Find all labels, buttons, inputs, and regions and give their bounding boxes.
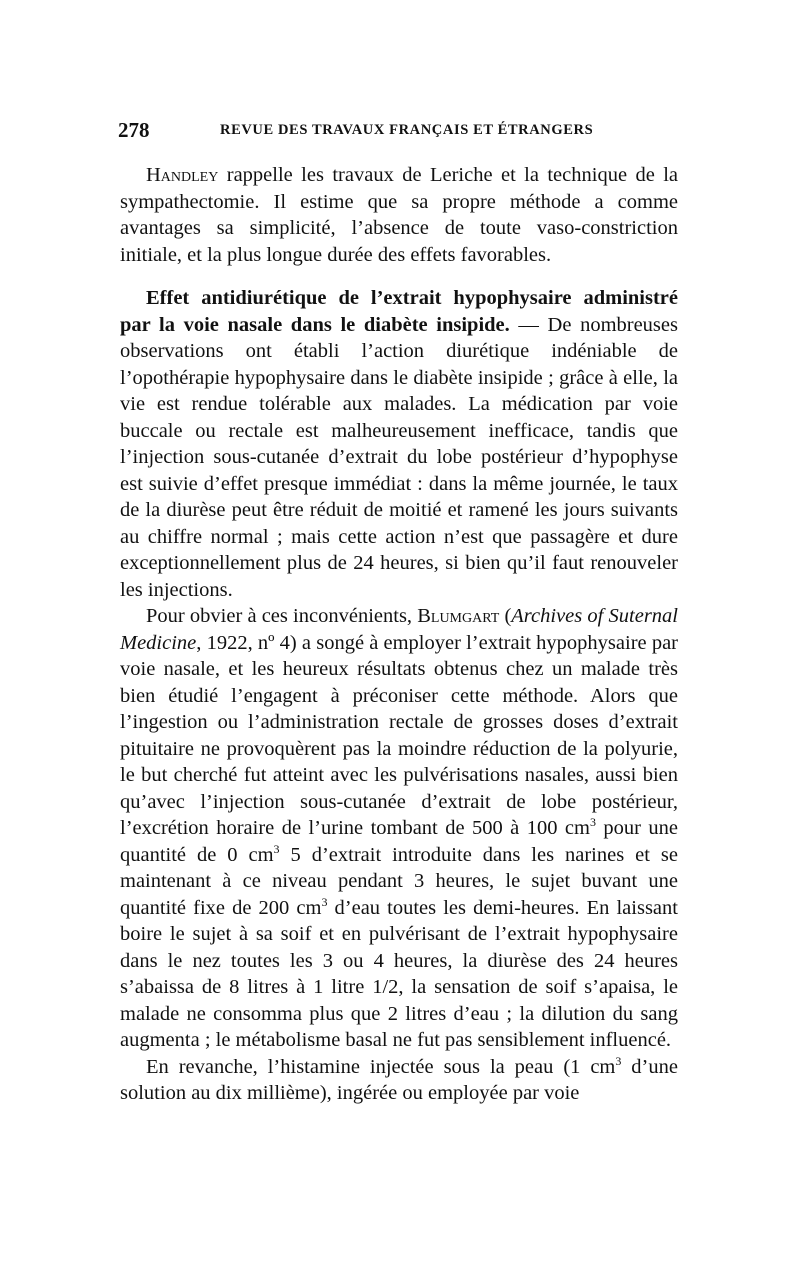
paragraph-text: — De nombreuses observations ont établi l’action diurétique indéniable de l’opothérapie hypophysaire dans le diabète insipide ; grâce à elle, la vie est rendue tolérable aux malades. La médication par voie buccale ou rectale est malheureusement inefficace, tandis que l’injection sous-cutanée d’extrait du lobe postérieur d’hypophyse est suivie d’effet presque immédiat : dans la même journée, le taux de la diurèse peut être réduit de moitié et ramené les jours suivants au chiffre normal ; mais cette action n’est que passagère et dure exceptionnellement plus de 24 heures, si bien qu’il faut renouveler les injections. xyxy=(120,313,678,601)
running-title: REVUE DES TRAVAUX FRANÇAIS ET ÉTRANGERS xyxy=(220,122,594,138)
text-segment: En revanche, l’histamine injectée sous la peau (1 cm xyxy=(146,1055,616,1078)
superscript: 3 xyxy=(321,894,328,909)
superscript: 3 xyxy=(589,815,596,830)
body-text xyxy=(120,162,678,1107)
paragraph-blumgart xyxy=(120,603,678,1054)
text-segment: d’une solution au dix millième), ingérée ou employée par voie xyxy=(120,1055,678,1104)
text-segment: Pour obvier à ces inconvénients, xyxy=(146,605,418,627)
text-segment: 5 d’extrait introduite dans les narines et se maintenant à ce niveau pendant 3 heures, le sujet buvant une quantité fixe de 200 cm xyxy=(120,843,678,919)
section-heading: Effet antidiurétique de l’extrait hypophysaire administré par la voie nasale dans le diabète insipide. xyxy=(120,287,678,336)
paragraph-text: rappelle les travaux de Leriche et la technique de la sympathectomie. Il estime que sa propre méthode a comme avantages sa simplicité, l’absence de toute vaso-constriction initiale, et la plus longue durée des effets favorables. xyxy=(120,164,678,266)
superscript: 3 xyxy=(615,1053,622,1068)
journal-title: Archives of Suternal Medicine xyxy=(120,605,678,654)
page-number: 278 xyxy=(118,118,150,142)
superscript: 3 xyxy=(273,841,280,856)
text-segment: d’eau toutes les demi-heures. En laissant boire le sujet à sa soif et en pulvérisant de l’extrait hypophysaire dans le nez toutes les 3 ou 4 heures, la diurèse des 24 heures s’abaissa de 8 litres à 1 litre 1/2, la sensation de soif s’apaisa, le malade ne consomma plus que 2 litres d’eau ; la dilution du sang augmenta ; le métabolisme basal ne fut pas sensiblement influencé. xyxy=(120,896,678,1051)
text-segment: , 1922, nº 4) a songé à employer l’extrait hypophysaire par voie nasale, et les heureux résultats obtenus chez un malade très bien étudié l’engagent à préconiser cette méthode. Alors que l’ingestion ou l’administration rectale de grosses doses d’extrait pituitaire ne provoquèrent pas la moindre réduction de la polyurie, le but cherché fut atteint avec les pulvérisations nasales, aussi bien qu’avec l’injection sous-cutanée d’extrait de lobe postérieur, l’excrétion horaire de l’urine tombant de 500 à 100 cm xyxy=(120,631,678,839)
author-name: Handley xyxy=(146,164,219,186)
paragraph-antidiuretic xyxy=(120,285,678,603)
author-name: Blumgart xyxy=(417,605,500,627)
paragraph-histamine xyxy=(120,1054,678,1107)
text-segment: pour une quantité de 0 cm xyxy=(120,817,678,866)
text-segment: ( xyxy=(499,605,512,627)
page-header xyxy=(118,118,688,144)
paragraph-handley xyxy=(120,162,678,268)
